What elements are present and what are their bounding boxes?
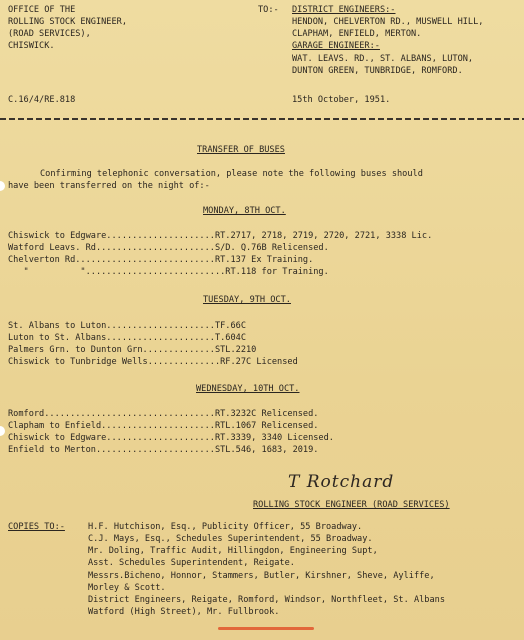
district-line-2: CLAPHAM, ENFIELD, MERTON. [292, 29, 422, 39]
page-fold-line [0, 118, 524, 120]
copy-recipient: District Engineers, Reigate, Romford, Windsor, Northfleet, St. Albans [88, 595, 445, 605]
reference-number: C.16/4/RE.818 [8, 95, 76, 105]
transfer-row: Enfield to Merton.......................STL.546, 1683, 2019. [8, 445, 319, 455]
sender-line-2: ROLLING STOCK ENGINEER, [8, 17, 127, 27]
transfer-row: Romford.................................RT.3232C Relicensed. [8, 409, 319, 419]
transfer-row: " "...........................RT.118 for Training. [8, 267, 329, 277]
section-heading-wednesday: WEDNESDAY, 10TH OCT. [196, 384, 300, 394]
red-pen-mark [218, 627, 314, 630]
transfer-row: St. Albans to Luton.....................TF.66C [8, 321, 246, 331]
transfer-row: Luton to St. Albans.....................T.604C [8, 333, 246, 343]
garage-line-2: DUNTON GREEN, TUNBRIDGE, ROMFORD. [292, 66, 463, 76]
intro-line-1: Confirming telephonic conversation, please note the following buses should [40, 169, 423, 179]
intro-line-2: have been transferred on the night of:- [8, 181, 210, 191]
to-label: TO:- [258, 5, 279, 15]
copy-recipient: Watford (High Street), Mr. Fullbrook. [88, 607, 280, 617]
copy-recipient: Messrs.Bicheno, Honnor, Stammers, Butler, Kirshner, Sheve, Ayliffe, [88, 571, 435, 581]
sender-line-1: OFFICE OF THE [8, 5, 76, 15]
subject-heading: TRANSFER OF BUSES [197, 145, 285, 155]
sender-line-4: CHISWICK. [8, 41, 55, 51]
copy-recipient: Mr. Doling, Traffic Audit, Hillingdon, Engineering Supt, [88, 546, 378, 556]
copy-recipient: H.F. Hutchison, Esq., Publicity Officer, 55 Broadway. [88, 522, 363, 532]
district-line-1: HENDON, CHELVERTON RD., MUSWELL HILL, [292, 17, 484, 27]
memo-date: 15th October, 1951. [292, 95, 391, 105]
section-heading-tuesday: TUESDAY, 9TH OCT. [203, 295, 291, 305]
transfer-row: Palmers Grn. to Dunton Grn..............STL.2210 [8, 345, 257, 355]
signature-title: ROLLING STOCK ENGINEER (ROAD SERVICES) [253, 500, 450, 510]
garage-engineer-heading: GARAGE ENGINEER:- [292, 41, 380, 51]
copies-label: COPIES TO:- [8, 522, 65, 532]
transfer-row: Chelverton Rd...........................RT.137 Ex Training. [8, 255, 314, 265]
copy-recipient: Asst. Schedules Superintendent, Reigate. [88, 558, 295, 568]
district-engineers-heading: DISTRICT ENGINEERS:- [292, 5, 396, 15]
transfer-row: Clapham to Enfield......................RTL.1067 Relicensed. [8, 421, 319, 431]
section-heading-monday: MONDAY, 8TH OCT. [203, 206, 286, 216]
copy-recipient: Morley & Scott. [88, 583, 166, 593]
transfer-row: Watford Leavs. Rd.......................S/D. Q.76B Relicensed. [8, 243, 329, 253]
garage-line-1: WAT. LEAVS. RD., ST. ALBANS, LUTON, [292, 54, 474, 64]
copy-recipient: C.J. Mays, Esq., Schedules Superintendent, 55 Broadway. [88, 534, 373, 544]
handwritten-signature: T Rotchard [288, 472, 395, 492]
sender-line-3: (ROAD SERVICES), [8, 29, 91, 39]
punch-hole-bottom [0, 426, 5, 436]
punch-hole-top [0, 181, 5, 191]
transfer-row: Chiswick to Edgware.....................RT.3339, 3340 Licensed. [8, 433, 334, 443]
transfer-row: Chiswick to Edgware.....................RT.2717, 2718, 2719, 2720, 2721, 3338 Lic. [8, 231, 433, 241]
transfer-row: Chiswick to Tunbridge Wells..............RF.27C Licensed [8, 357, 298, 367]
